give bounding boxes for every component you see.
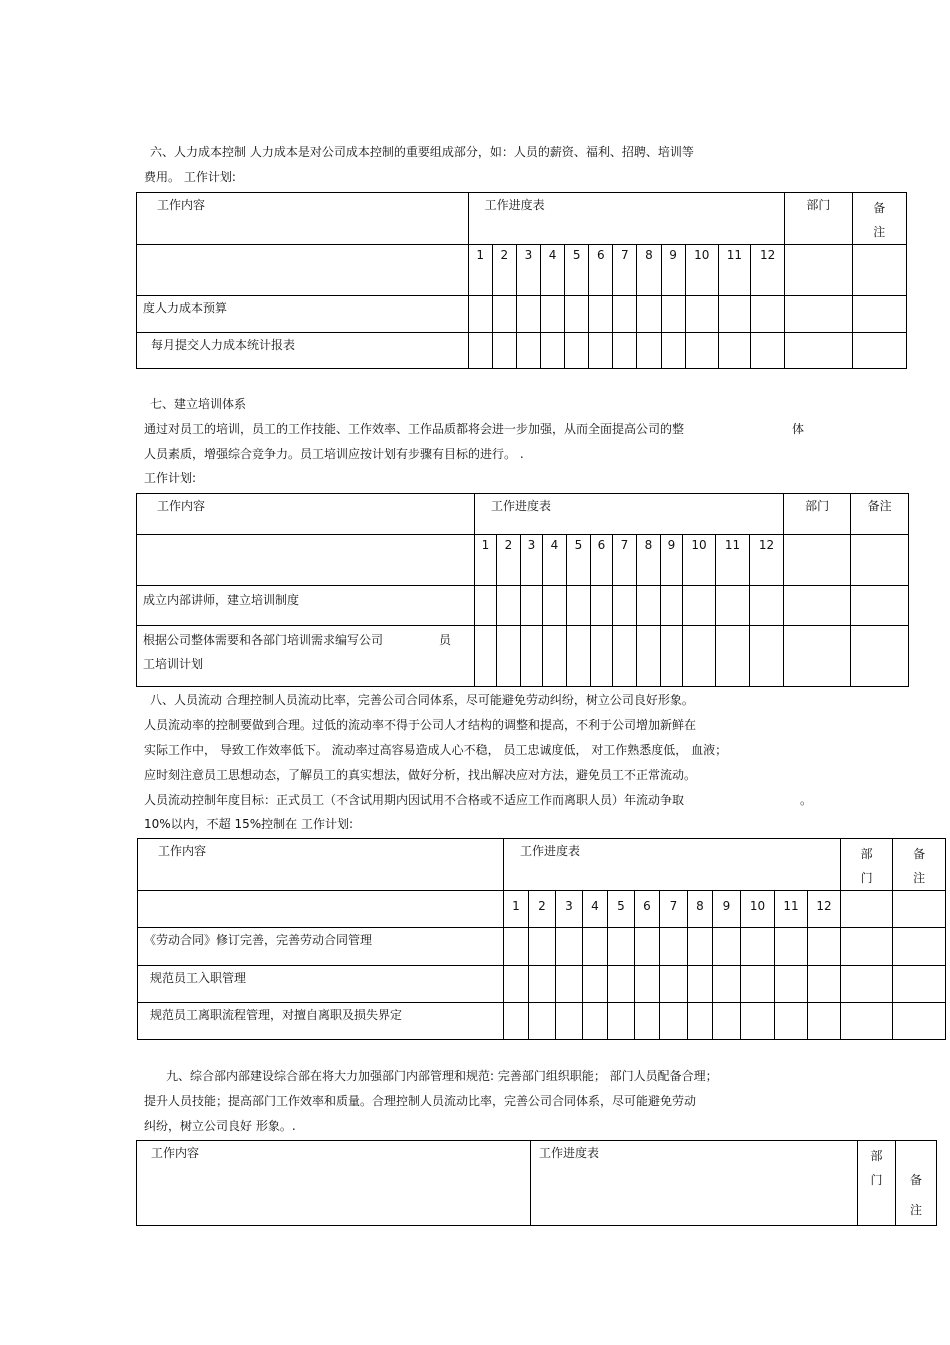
task-label: 度人力成本预算: [137, 296, 469, 333]
section6-heading: 六、人力成本控制 人力成本是对公司成本控制的重要组成部分，如：人员的薪资、福利、招聘、培训等: [150, 145, 694, 159]
section8-heading: 八、人员流动 合理控制人员流动比率，完善公司合同体系，尽可能避免劳动纠纷，树立公司良好形象。: [150, 693, 694, 707]
month-cell: 8: [688, 891, 713, 928]
month-cell: 3: [521, 535, 543, 586]
section9-text-3: 纠纷，树立公司良好 形象。.: [144, 1119, 296, 1133]
month-cell: 10: [683, 535, 716, 586]
header-content: 工作内容: [138, 839, 504, 891]
header-content: 工作内容: [137, 1141, 531, 1226]
month-cell: 5: [608, 891, 635, 928]
section6-subline: 费用。 工作计划:: [144, 170, 236, 184]
section7-heading: 七、建立培训体系: [150, 397, 247, 411]
task-label: 根据公司整体需要和各部门培训需求编写公司 员 工培训计划: [137, 626, 475, 687]
header-progress: 工作进度表: [504, 839, 841, 891]
section7-text-1b: 体: [792, 422, 805, 436]
header-dept: 部门: [785, 193, 852, 245]
header-note: 备 注: [896, 1141, 937, 1226]
task-label: 成立内部讲师，建立培训制度: [137, 586, 475, 626]
section8-text-5b: 。: [800, 793, 813, 807]
header-dept: 部 门: [858, 1141, 896, 1226]
header-progress: 工作进度表: [531, 1141, 858, 1226]
section8-text-6: 10%以内，不超 15%控制在 工作计划:: [144, 817, 354, 831]
section6-plan-table: [136, 192, 907, 369]
month-cell: 4: [583, 891, 608, 928]
month-cell: 6: [589, 245, 613, 296]
month-cell: 10: [685, 245, 718, 296]
month-cell: 5: [567, 535, 591, 586]
section9-plan-table: [136, 1140, 937, 1226]
month-cell: 12: [808, 891, 841, 928]
month-cell: 2: [492, 245, 516, 296]
month-cell: 8: [637, 245, 661, 296]
section8-text-5: 人员流动控制年度目标：正式员工（不含试用期内因试用不合格或不适应工作而离职人员）年流动争取: [144, 793, 685, 807]
header-note: 备 注: [852, 193, 906, 245]
month-cell: 2: [529, 891, 556, 928]
header-progress: 工作进度表: [468, 193, 785, 245]
month-cell: 4: [540, 245, 564, 296]
section8-text-4: 应时刻注意员工思想动态，了解员工的真实想法，做好分析，找出解决应对方法，避免员工不正常流动。: [144, 768, 697, 782]
month-cell: 7: [613, 245, 637, 296]
section8-text-2: 人员流动率的控制要做到合理。过低的流动率不得于公司人才结构的调整和提高，不利于公司增加新鲜在: [144, 718, 697, 732]
section7-plan-table: [136, 493, 909, 687]
section8-plan-table: [137, 838, 946, 1040]
header-note: 备注: [851, 494, 909, 535]
month-cell: 3: [516, 245, 540, 296]
section8-text-3: 实际工作中， 导致工作效率低下。 流动率过高容易造成人心不稳， 员工忠诚度低， 对工作熟悉度低， 血液；: [144, 743, 728, 757]
month-cell: 2: [497, 535, 521, 586]
task-label: 规范员工入职管理: [138, 966, 504, 1003]
section9-heading: 九、综合部内部建设综合部在将大力加强部门内部管理和规范: 完善部门组织职能； 部门人员配备合理；: [166, 1069, 718, 1083]
header-content: 工作内容: [137, 193, 469, 245]
task-label: 规范员工离职流程管理，对擅自离职及损失界定: [138, 1003, 504, 1040]
month-cell: 11: [775, 891, 808, 928]
month-cell: 7: [660, 891, 688, 928]
header-progress: 工作进度表: [475, 494, 784, 535]
header-content: 工作内容: [137, 494, 475, 535]
month-cell: 10: [741, 891, 775, 928]
month-cell: 3: [556, 891, 583, 928]
section7-text-2: 人员素质，增强综合竞争力。员工培训应按计划有步骤有目标的进行。 .: [144, 447, 524, 461]
month-cell: 7: [613, 535, 637, 586]
task-label: 每月提交人力成本统计报表: [137, 333, 469, 369]
section9-text-2: 提升人员技能；提高部门工作效率和质量。合理控制人员流动比率，完善公司合同体系，尽可能避免劳动: [144, 1094, 697, 1108]
month-cell: 6: [591, 535, 613, 586]
month-cell: 1: [468, 245, 492, 296]
month-cell: 9: [661, 535, 683, 586]
month-cell: 1: [504, 891, 529, 928]
month-cell: 11: [718, 245, 750, 296]
header-dept: 部门: [784, 494, 851, 535]
month-cell: 12: [750, 245, 784, 296]
month-cell: 6: [635, 891, 660, 928]
header-note: 备 注: [893, 839, 946, 891]
month-cell: 1: [475, 535, 497, 586]
month-row-blank: [138, 891, 504, 928]
month-row-blank: [137, 245, 469, 296]
month-cell: 9: [661, 245, 685, 296]
month-cell: 4: [543, 535, 567, 586]
month-cell: 11: [716, 535, 750, 586]
month-cell: 12: [750, 535, 784, 586]
month-cell: 5: [565, 245, 589, 296]
task-label: 《劳动合同》修订完善，完善劳动合同管理: [138, 928, 504, 966]
month-row-blank: [137, 535, 475, 586]
month-cell: 9: [713, 891, 741, 928]
section7-text-3: 工作计划:: [144, 471, 197, 485]
header-dept: 部 门: [841, 839, 893, 891]
section7-text-1: 通过对员工的培训，员工的工作技能、工作效率、工作品质都将会进一步加强，从而全面提高公司的整: [144, 422, 685, 436]
month-cell: 8: [637, 535, 661, 586]
